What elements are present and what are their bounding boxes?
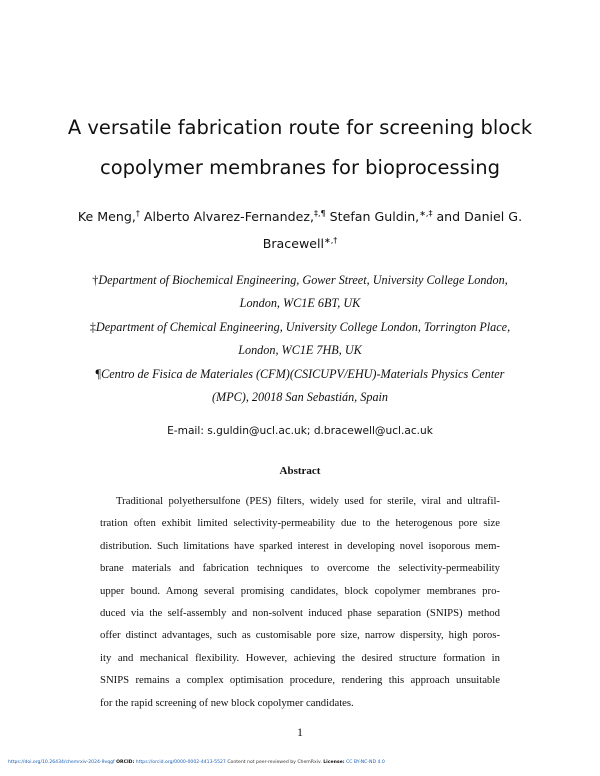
abstract-line: duced via the self-assembly and non-solvent induced phase separation (SNIPS) method <box>100 606 500 619</box>
author-name: Bracewell <box>262 236 324 251</box>
affiliation-line: Department of Chemical Engineering, University College London, Torrington Place, <box>95 320 511 334</box>
affiliation-line: London, WC1E 7HB, UK <box>238 343 362 357</box>
abstract-line: for the rapid screening of new block copolymer candidates. <box>100 696 354 709</box>
affiliation-mark: ‡ <box>89 320 96 334</box>
abstract-line: distribution. Such limitations have sparked interest in developing novel isoporous mem- <box>100 539 500 552</box>
abstract-heading: Abstract <box>279 465 321 477</box>
author-name: and Daniel G. <box>436 209 523 224</box>
affiliation-chemical-engineering <box>60 316 540 362</box>
paper-title <box>0 108 600 188</box>
affiliation-line: Centro de Fisica de Materiales (CFM)(CSICUPV/EHU)-Materials Physics Center <box>101 367 505 381</box>
license-link[interactable]: CC BY-NC-ND 4.0 <box>346 760 385 765</box>
doi-link[interactable]: https://doi.org/10.26434/chemrxiv-2024-9vqgf <box>8 760 115 765</box>
affiliation-mark: ¶ <box>95 367 102 381</box>
author-name: Ke Meng, <box>77 209 136 224</box>
abstract-line: offer distinct advantages, such as customisable pore size, narrow dispersity, high poros- <box>100 629 500 642</box>
author-name: Alberto Alvarez-Fernandez, <box>143 209 314 224</box>
author-affiliation-mark: ‡,¶ <box>314 209 326 218</box>
affiliation-biochemical-engineering <box>60 269 540 315</box>
affiliation-mark: † <box>92 273 99 287</box>
abstract-line: tration often exhibit limited selectivity-permeability due to the heterogenous pore size <box>100 517 500 530</box>
title-line-2: copolymer membranes for bioprocessing <box>100 156 500 179</box>
affiliation-line: Department of Biochemical Engineering, Gower Street, University College London, <box>98 273 508 287</box>
abstract-text <box>100 490 500 714</box>
abstract-line: Traditional polyethersulfone (PES) filters, widely used for sterile, viral and ultrafil- <box>116 495 500 507</box>
title-line-1: A versatile fabrication route for screening block <box>67 116 533 139</box>
author-affiliation-mark: ∗,‡ <box>419 209 433 218</box>
author-list <box>60 203 540 257</box>
abstract-line: SNIPS remains a complex optimisation procedure, rendering this approach unsuitable <box>100 674 500 687</box>
page-number: 1 <box>297 725 303 739</box>
affiliation-materials-physics-center <box>60 363 540 409</box>
orcid-link[interactable]: https://orcid.org/0000-0002-4413-5527 <box>135 760 226 765</box>
abstract-line: upper bound. Among several promising candidates, block copolymer membranes pro- <box>100 584 500 597</box>
affiliation-line: (MPC), 20018 San Sebastián, Spain <box>211 390 389 404</box>
author-affiliation-mark: ∗,† <box>324 236 338 245</box>
preprint-footer <box>8 760 385 765</box>
abstract-line: ity and mechanical flexibility. However, achieving the desired structure formation in <box>100 651 500 664</box>
author-name: Stefan Guldin, <box>329 209 420 224</box>
affiliation-line: London, WC1E 6BT, UK <box>239 296 361 310</box>
license-label: License: <box>323 760 345 765</box>
contact-email: E-mail: s.guldin@ucl.ac.uk; d.bracewell@ucl.ac.uk <box>167 425 433 437</box>
abstract-line: brane materials and fabrication techniques to overcome the selectivity-permeability <box>100 562 500 575</box>
peer-review-notice: Content not peer-reviewed by ChemRxiv. <box>227 760 322 765</box>
orcid-label: ORCID: <box>116 760 135 765</box>
author-affiliation-mark: † <box>135 209 140 218</box>
